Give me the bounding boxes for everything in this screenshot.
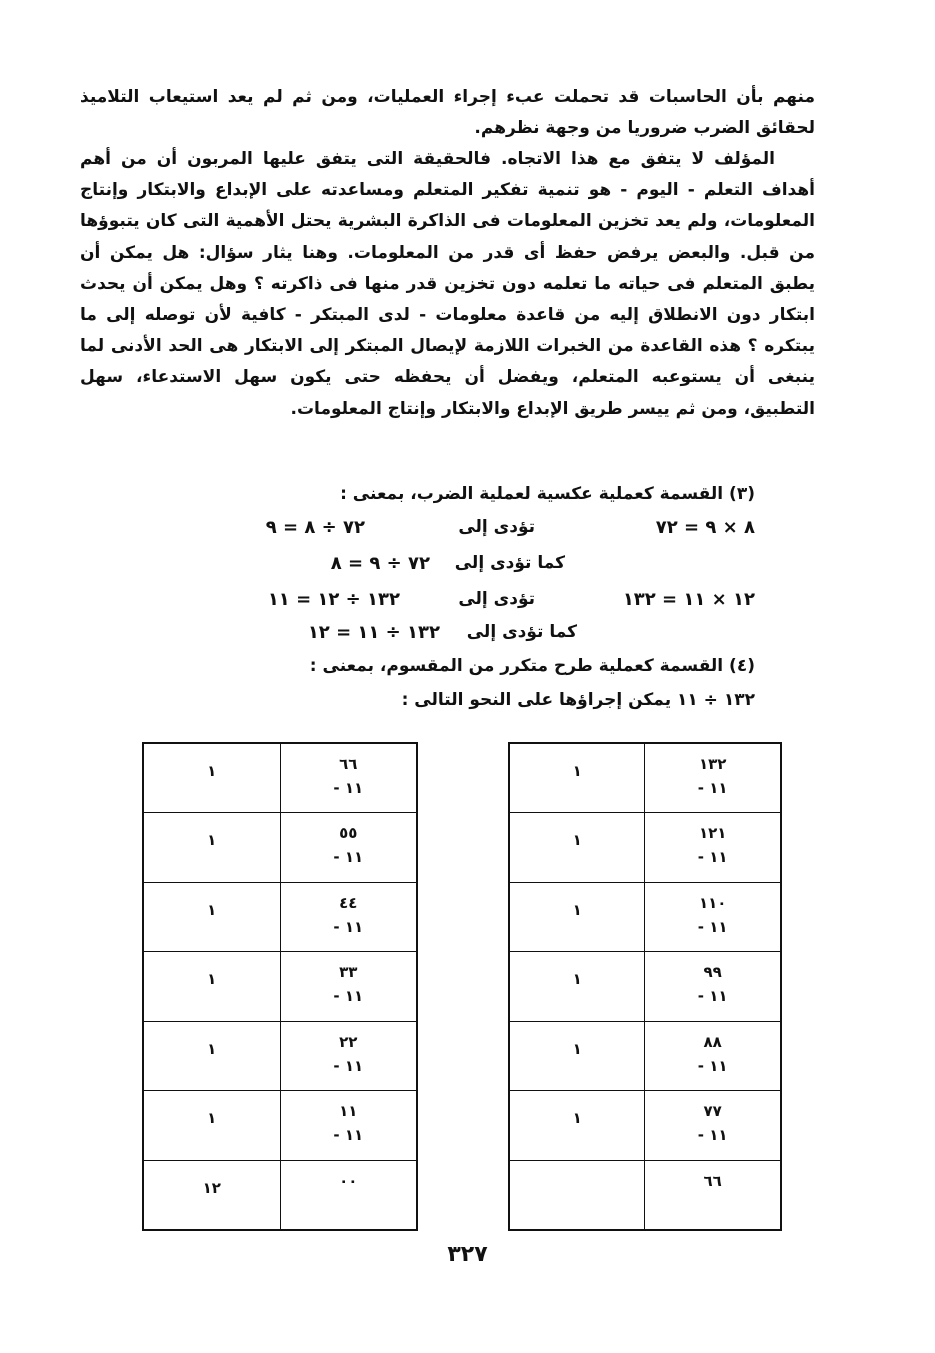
number-cell: [645, 882, 781, 952]
count-cell: ١: [509, 1091, 645, 1161]
table-row: [509, 1160, 781, 1230]
section-4-heading: (٤) القسمة كعملية طرح متكرر من المقسوم، بمعنى :: [309, 656, 755, 676]
table-row: [509, 813, 781, 883]
leads-to-label: تؤدى إلى: [458, 517, 535, 537]
count-cell: ١: [509, 952, 645, 1022]
subtrahend: - ١١: [333, 779, 364, 797]
number-cell: [280, 1160, 417, 1230]
equation-multiply: ٨ × ٩ = ٧٢: [655, 517, 755, 538]
number-cell: [280, 743, 417, 813]
minuend: ١٢١: [698, 824, 727, 842]
table-row: [509, 1091, 781, 1161]
minuend: ٩٩: [703, 963, 722, 981]
table-row: [509, 952, 781, 1022]
minuend: ٠٠: [339, 1171, 358, 1190]
subtrahend: - ١١: [697, 1126, 728, 1144]
leads-to-label: تؤدى إلى: [458, 589, 535, 609]
count-cell: [509, 1160, 645, 1230]
minuend: ٨٨: [703, 1032, 722, 1051]
count-cell: ١: [143, 1021, 280, 1091]
number-cell: [645, 1160, 781, 1230]
number-cell: [645, 952, 781, 1022]
minuend: ٦٦: [339, 755, 358, 773]
subtrahend: - ١١: [697, 1056, 728, 1075]
equation-divide: ١٣٢ ÷ ١٢ = ١١: [267, 589, 400, 610]
table-row: [509, 882, 781, 952]
number-cell: [645, 743, 781, 813]
section-4-intro: ١٣٢ ÷ ١١ يمكن إجراؤها على النحو التالى :: [401, 690, 755, 710]
count-cell: ١: [143, 813, 280, 883]
minuend: ٢٢: [339, 1032, 358, 1051]
count-cell: ١: [509, 1021, 645, 1091]
count-cell: ١: [143, 952, 280, 1022]
count-cell: ١: [509, 882, 645, 952]
table-row: [143, 952, 417, 1022]
subtrahend: - ١١: [333, 987, 364, 1005]
section-3-heading: (٣) القسمة كعملية عكسية لعملية الضرب، بمعنى :: [340, 484, 755, 504]
subtrahend: - ١١: [333, 848, 364, 866]
equation-multiply: ١٢ × ١١ = ١٣٢: [622, 589, 755, 610]
number-cell: [645, 813, 781, 883]
subtraction-table-left: [142, 742, 418, 1231]
number-cell: [280, 1021, 417, 1091]
equation-divide: ١٣٢ ÷ ١١ = ١٢: [307, 622, 440, 643]
number-cell: [645, 1091, 781, 1161]
subtrahend: - ١١: [333, 1056, 364, 1075]
count-cell: ١: [143, 882, 280, 952]
count-cell: ١٢: [143, 1160, 280, 1230]
minuend: ١١: [339, 1102, 358, 1120]
page-number: ٣٢٧: [447, 1242, 488, 1267]
count-cell: ١: [143, 1091, 280, 1161]
subtrahend: - ١١: [697, 848, 728, 866]
subtrahend: - ١١: [697, 987, 728, 1005]
equation-divide: ٧٢ ÷ ٩ = ٨: [330, 553, 430, 574]
minuend: ٥٥: [339, 824, 358, 842]
count-cell: ١: [509, 743, 645, 813]
number-cell: [645, 1021, 781, 1091]
table-row: [509, 743, 781, 813]
minuend: ١١٠: [698, 893, 727, 912]
table-row: [143, 1160, 417, 1230]
number-cell: [280, 1091, 417, 1161]
count-cell: ١: [143, 743, 280, 813]
minuend: ٧٧: [703, 1102, 722, 1120]
paragraph-1: منهم بأن الحاسبات قد تحملت عبء إجراء العمليات، ومن ثم لم يعد استيعاب التلاميذ لحقائق الضرب ضروريا من وجهة نظرهم.: [80, 87, 815, 139]
subtrahend: - ١١: [333, 917, 364, 936]
equation-divide: ٧٢ ÷ ٨ = ٩: [265, 517, 365, 538]
table-row: [143, 882, 417, 952]
minuend: ٦٦: [703, 1171, 722, 1190]
number-cell: [280, 882, 417, 952]
table-row: [509, 1021, 781, 1091]
count-cell: ١: [509, 813, 645, 883]
minuend: ١٣٢: [698, 755, 727, 773]
subtrahend: - ١١: [333, 1126, 364, 1144]
also-leads-to-label: كما تؤدى إلى: [454, 553, 565, 573]
number-cell: [280, 952, 417, 1022]
paragraph-2: المؤلف لا يتفق مع هذا الاتجاه. فالحقيقة التى يتفق عليها المربون أن من أهم أهداف التعلم - اليوم - هو تنمية تفكير المتعلم ومساعدته على الإبداع والابتكار وإنتاج المعلومات، ولم يعد تخزين المعلومات فى الذاكرة البشرية يحتل الأهمية التى كان يتبوؤها من قبل. والبعض يرفض حفظ أى قدر من المعلومات. وهنا يثار سؤال: هل يمكن أن يطبق المتعلم فى حياته ما تعلمه دون تخزين قدر منها فى ذاكرته ؟ وهل يمكن أن يحدث ابتكار دون الانطلاق إليه من قاعدة معلومات - لدى المبتكر - كافية لأن توصله إلى ما يبتكره ؟ هذه القاعدة من الخبرات اللازمة لإيصال المبتكر إلى الابتكار هى الحد الأدنى لما ينبغى أن يستوعبه المتعلم، ويفضل أن يحفظه حتى يكون سهل الاستدعاء، سهل التطبيق، ومن ثم ييسر طريق الإبداع والابتكار وإنتاج المعلومات.: [80, 149, 815, 419]
subtraction-table-right: [508, 742, 782, 1231]
table-row: [143, 1021, 417, 1091]
also-leads-to-label: كما تؤدى إلى: [466, 622, 577, 642]
subtrahend: - ١١: [697, 917, 728, 936]
table-row: [143, 743, 417, 813]
minuend: ٤٤: [339, 893, 358, 912]
table-row: [143, 1091, 417, 1161]
subtrahend: - ١١: [697, 779, 728, 797]
table-row: [143, 813, 417, 883]
minuend: ٣٣: [339, 963, 358, 981]
number-cell: [280, 813, 417, 883]
